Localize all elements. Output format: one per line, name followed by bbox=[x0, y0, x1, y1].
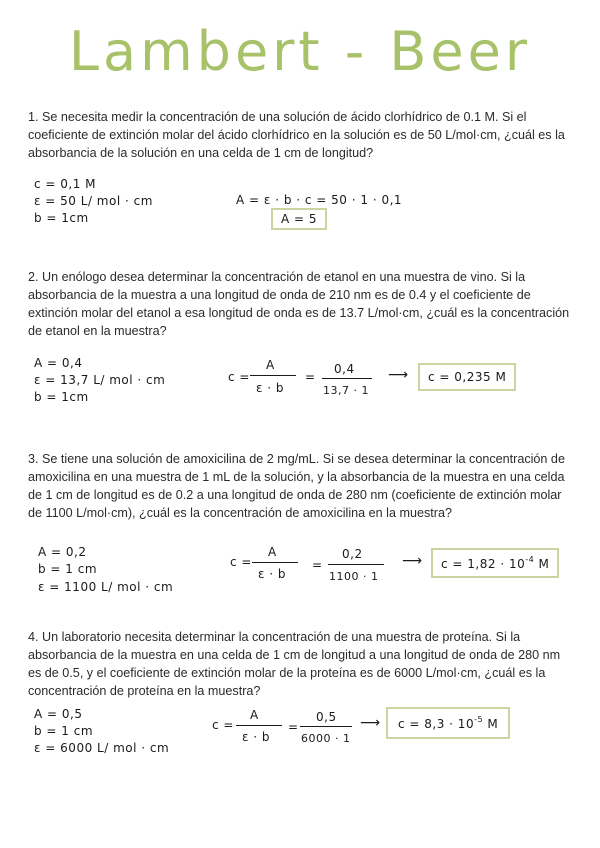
fraction-bar bbox=[328, 564, 384, 565]
formula-2-lhs: c = bbox=[228, 370, 250, 384]
formula-3-numerator: A bbox=[268, 545, 277, 559]
fraction-bar bbox=[236, 725, 282, 726]
given-3-a: A = 0,2 bbox=[38, 545, 87, 559]
formula-2-equals: = bbox=[305, 370, 316, 384]
result-3-unit: M bbox=[538, 557, 550, 571]
result-3 bbox=[431, 548, 559, 578]
formula-3-value-denominator: 1100 · 1 bbox=[329, 570, 379, 583]
result-1: A = 5 bbox=[271, 208, 327, 230]
result-3-value: c = 1,82 · 10 bbox=[441, 557, 526, 571]
fraction-bar bbox=[252, 562, 298, 563]
given-4-a: A = 0,5 bbox=[34, 707, 83, 721]
formula-2-denominator: ε · b bbox=[256, 381, 285, 395]
result-4-unit: M bbox=[487, 717, 499, 731]
formula-3-equals: = bbox=[312, 558, 323, 572]
given-4-b: b = 1 cm bbox=[34, 724, 94, 738]
given-1-c: c = 0,1 M bbox=[34, 177, 97, 191]
formula-4-denominator: ε · b bbox=[242, 730, 271, 744]
arrow-icon: ⟶ bbox=[360, 715, 381, 731]
question-3: 3. Se tiene una solución de amoxicilina de 2 mg/mL. Si se desea determinar la concentración de amoxicilina en una muestra de 1 mL de la solución, y la absorbancia de la muestra en una celda de 1 cm de longitud es de 0.2 a una longitud de onda de 280 nm (coeficiente de extinción molar de 1100 L/mol·cm), ¿cuál es la concentración de amoxicilina en la muestra? bbox=[28, 452, 565, 520]
formula-2-numerator: A bbox=[266, 358, 275, 372]
fraction-bar bbox=[322, 378, 372, 379]
result-4 bbox=[386, 707, 510, 739]
result-4-value: c = 8,3 · 10 bbox=[398, 717, 475, 731]
formula-2-value-denominator: 13,7 · 1 bbox=[323, 384, 369, 397]
question-4: 4. Un laboratorio necesita determinar la concentración de una muestra de proteína. Si la absorbancia de la muestra en una celda de 1 cm de longitud a una longitud de onda de 280 nm es de 0.5, y el coeficiente de extinción molar de la proteína es de 6000 L/mol·cm, ¿cuál es la concentración de proteína en la muestra? bbox=[28, 630, 561, 698]
formula-4-value-denominator: 6000 · 1 bbox=[301, 732, 351, 745]
formula-3-lhs: c = bbox=[230, 555, 252, 569]
given-4-epsilon: ε = 6000 L/ mol · cm bbox=[34, 741, 170, 755]
given-2-a: A = 0,4 bbox=[34, 356, 83, 370]
formula-2-value-numerator: 0,4 bbox=[334, 362, 355, 376]
question-1: 1. Se necesita medir la concentración de una solución de ácido clorhídrico de 0.1 M. Si el coeficiente de extinción molar del ácido clorhídrico en la solución es de 50 L/mol·cm, ¿cuál es la absorbancia de la solución en una celda de 1 cm de longitud? bbox=[28, 110, 565, 160]
given-2-epsilon: ε = 13,7 L/ mol · cm bbox=[34, 373, 166, 387]
equation-1: A = ε · b · c = 50 · 1 · 0,1 bbox=[236, 193, 403, 207]
given-1-epsilon: ε = 50 L/ mol · cm bbox=[34, 194, 153, 208]
given-1-b: b = 1cm bbox=[34, 211, 89, 225]
formula-3-denominator: ε · b bbox=[258, 567, 287, 581]
formula-4-numerator: A bbox=[250, 708, 259, 722]
formula-3-value-numerator: 0,2 bbox=[342, 547, 363, 561]
fraction-bar bbox=[250, 375, 296, 376]
given-3-b: b = 1 cm bbox=[38, 562, 98, 576]
formula-4-equals: = bbox=[288, 720, 299, 734]
result-3-exponent: -4 bbox=[525, 555, 535, 564]
result-4-exponent: -5 bbox=[474, 715, 484, 724]
arrow-icon: ⟶ bbox=[402, 553, 423, 569]
result-2: c = 0,235 M bbox=[418, 363, 516, 391]
formula-4-lhs: c = bbox=[212, 718, 234, 732]
given-2-b: b = 1cm bbox=[34, 390, 89, 404]
question-2: 2. Un enólogo desea determinar la concentración de etanol en una muestra de vino. Si la absorbancia de la muestra a una longitud de onda de 210 nm es de 0.4 y el coeficiente de extinción molar del etanol a esa longitud de onda es de 13.7 L/mol·cm, ¿cuál es la concentración de etanol en la muestra? bbox=[28, 270, 570, 338]
arrow-icon: ⟶ bbox=[388, 367, 409, 383]
given-3-epsilon: ε = 1100 L/ mol · cm bbox=[38, 580, 174, 594]
formula-4-value-numerator: 0,5 bbox=[316, 710, 337, 724]
page-title: Lambert - Beer bbox=[68, 20, 532, 83]
fraction-bar bbox=[300, 726, 352, 727]
